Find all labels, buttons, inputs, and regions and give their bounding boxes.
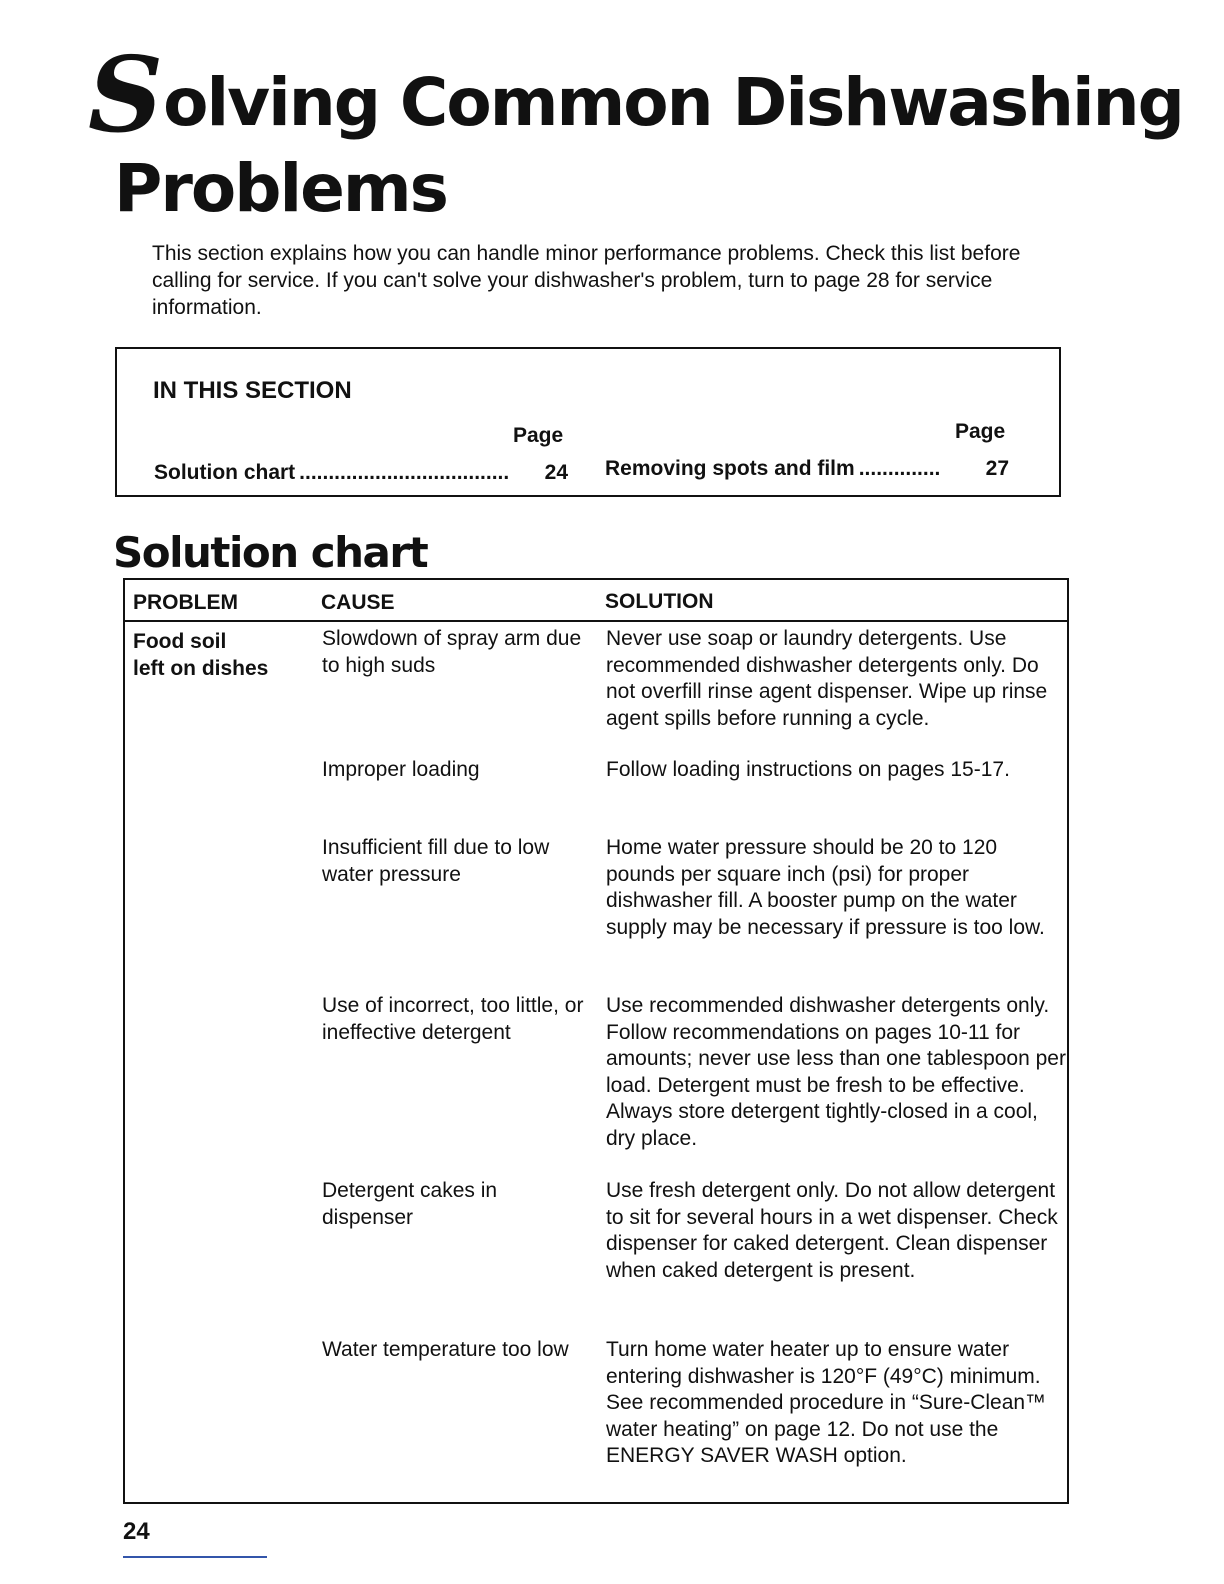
toc-entry-page: 24 [544, 461, 568, 484]
solution-cell: Follow loading instructions on pages 15-17. [606, 758, 1010, 781]
title-line1-text: olving Common Dishwashing [163, 64, 1183, 141]
toc-page-header-right: Page [955, 420, 1006, 443]
header-cause: CAUSE [321, 591, 395, 614]
page-title-line2: Problems [114, 150, 447, 227]
cause-cell: Use of incorrect, too little, or ineffective detergent [322, 994, 584, 1044]
toc-leader-dots: .................................... [299, 461, 510, 484]
problem-line2: left on dishes [133, 657, 269, 680]
solution-cell: Turn home water heater up to ensure water entering dishwasher is 120°F (49°C) minimum. See recommended procedure in “Sure-Clean™ water heating” on page 12. Do not use the ENERGY SAVER WASH option. [606, 1338, 1047, 1467]
page-title-line1 [88, 33, 1183, 156]
toc-entry-label: Removing spots and film [605, 457, 855, 480]
toc-entry-label: Solution chart [154, 461, 296, 484]
header-solution: SOLUTION [605, 590, 714, 613]
cause-cell: Improper loading [322, 758, 480, 781]
cause-cell: Water temperature too low [322, 1338, 569, 1361]
footer-rule [123, 1556, 267, 1558]
toc-entry-page: 27 [985, 457, 1009, 480]
solution-chart-title: Solution chart [113, 528, 428, 577]
in-this-section-box [115, 347, 1061, 497]
cause-cell: Slowdown of spray arm due to high suds [322, 627, 582, 677]
toc-entry-removing-spots[interactable] [605, 457, 1009, 481]
toc-heading: IN THIS SECTION [153, 377, 352, 404]
solution-cell: Use fresh detergent only. Do not allow detergent to sit for several hours in a wet dispenser. Check dispenser for caked detergent. Clean dispenser when caked detergent is present. [606, 1179, 1058, 1282]
problem-cell [133, 628, 308, 682]
cause-cell: Insufficient fill due to low water pressure [322, 836, 550, 886]
header-problem: PROBLEM [133, 591, 238, 614]
toc-entry-solution-chart[interactable] [154, 461, 568, 485]
solution-cell: Home water pressure should be 20 to 120 pounds per square inch (psi) for proper dishwasher fill. A booster pump on the water supply may be necessary if pressure is too low. [606, 836, 1045, 939]
table-header-row [125, 580, 1067, 622]
toc-leader-dots: .............. [858, 457, 941, 480]
solution-cell: Use recommended dishwasher detergents only. Follow recommendations on pages 10-11 for amounts; never use less than one tablespoon per load. Detergent must be fresh to be effective. Always store detergent tightly-closed in a cool, dry place. [606, 994, 1066, 1150]
toc-page-header-left: Page [513, 424, 564, 447]
intro-paragraph: This section explains how you can handle minor performance problems. Check this list before calling for service. If you can't solve your dishwasher's problem, turn to page 28 for service information. [152, 242, 1021, 319]
cause-cell: Detergent cakes in dispenser [322, 1179, 498, 1229]
title-initial: S [88, 33, 164, 156]
solution-cell: Never use soap or laundry detergents. Use recommended dishwasher detergents only. Do not overfill rinse agent dispenser. Wipe up rinse agent spills before running a cycle. [606, 627, 1048, 730]
solution-chart-table [123, 578, 1069, 1504]
problem-line1: Food soil [133, 630, 227, 653]
page-number: 24 [123, 1518, 150, 1545]
page-title [88, 33, 1183, 232]
